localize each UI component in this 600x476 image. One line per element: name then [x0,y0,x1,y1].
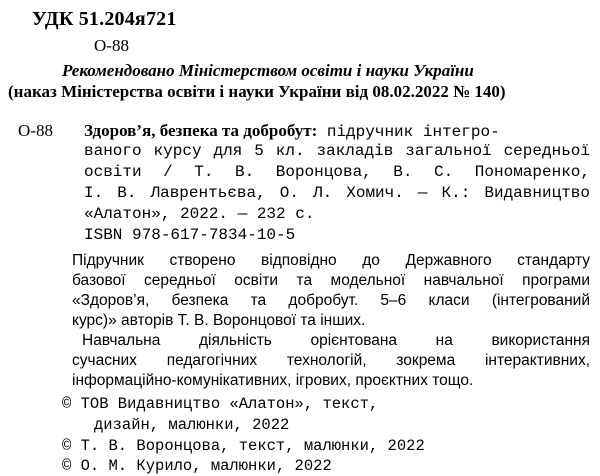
annotation-p2-line-1: Навчальна діяльність орієнтована на використання [82,332,590,349]
bib-line-5: «Алатон», 2022. — 232 с. [84,205,315,223]
annotation-p1-line-3: «Здоров’я, безпека та добробут. 5–6 класи (інтегрований [72,292,590,309]
annotation-p2-line-2: сучасних педагогічних технологій, зокрема інтерактивних, [72,352,590,369]
annotation-p1-line-1: Підручник створено відповідно до Державного стандарту [72,252,590,269]
annotation-p2-line-3: інформаційно-комунікативних, ігрових, проєктних тощо. [72,372,474,389]
annotation-p1-line-2: базової середньої освіти та модельної навчальної програми [72,272,590,289]
bib-line-1 [84,121,590,141]
book-title: Здоров’я, безпека та добробут: [84,121,318,140]
bib-line-3: освіти / Т. В. Воронцова, В. С. Пономаренко, [84,163,590,181]
bib-line-1-rest: підручник інтегро- [317,123,500,141]
copyright-line-1: © ТОВ Видавництво «Алатон», текст, [62,395,379,413]
author-code-left: О-88 [18,121,53,140]
author-code-top: О-88 [94,36,129,55]
isbn: ISBN 978-617-7834-10-5 [84,226,296,244]
udk-code: УДК 51.204я721 [32,8,177,30]
copyright-line-2: дизайн, малюнки, 2022 [94,416,290,434]
copyright-line-4: © О. М. Курило, малюнки, 2022 [62,457,332,475]
copyright-line-3: © Т. В. Воронцова, текст, малюнки, 2022 [62,437,425,455]
order-line: (наказ Міністерства освіти і науки України від 08.02.2022 № 140) [8,82,506,101]
bib-line-2: ваного курсу для 5 кл. закладів загальної середньої [84,142,590,160]
bib-line-4: І. В. Лаврентьєва, О. Л. Хомич. — К.: Видавництво [84,184,590,202]
recommendation-line: Рекомендовано Міністерством освіти і науки України [62,61,474,80]
annotation-p1-line-4: курс)» авторів Т. В. Воронцової та інших. [72,312,366,329]
